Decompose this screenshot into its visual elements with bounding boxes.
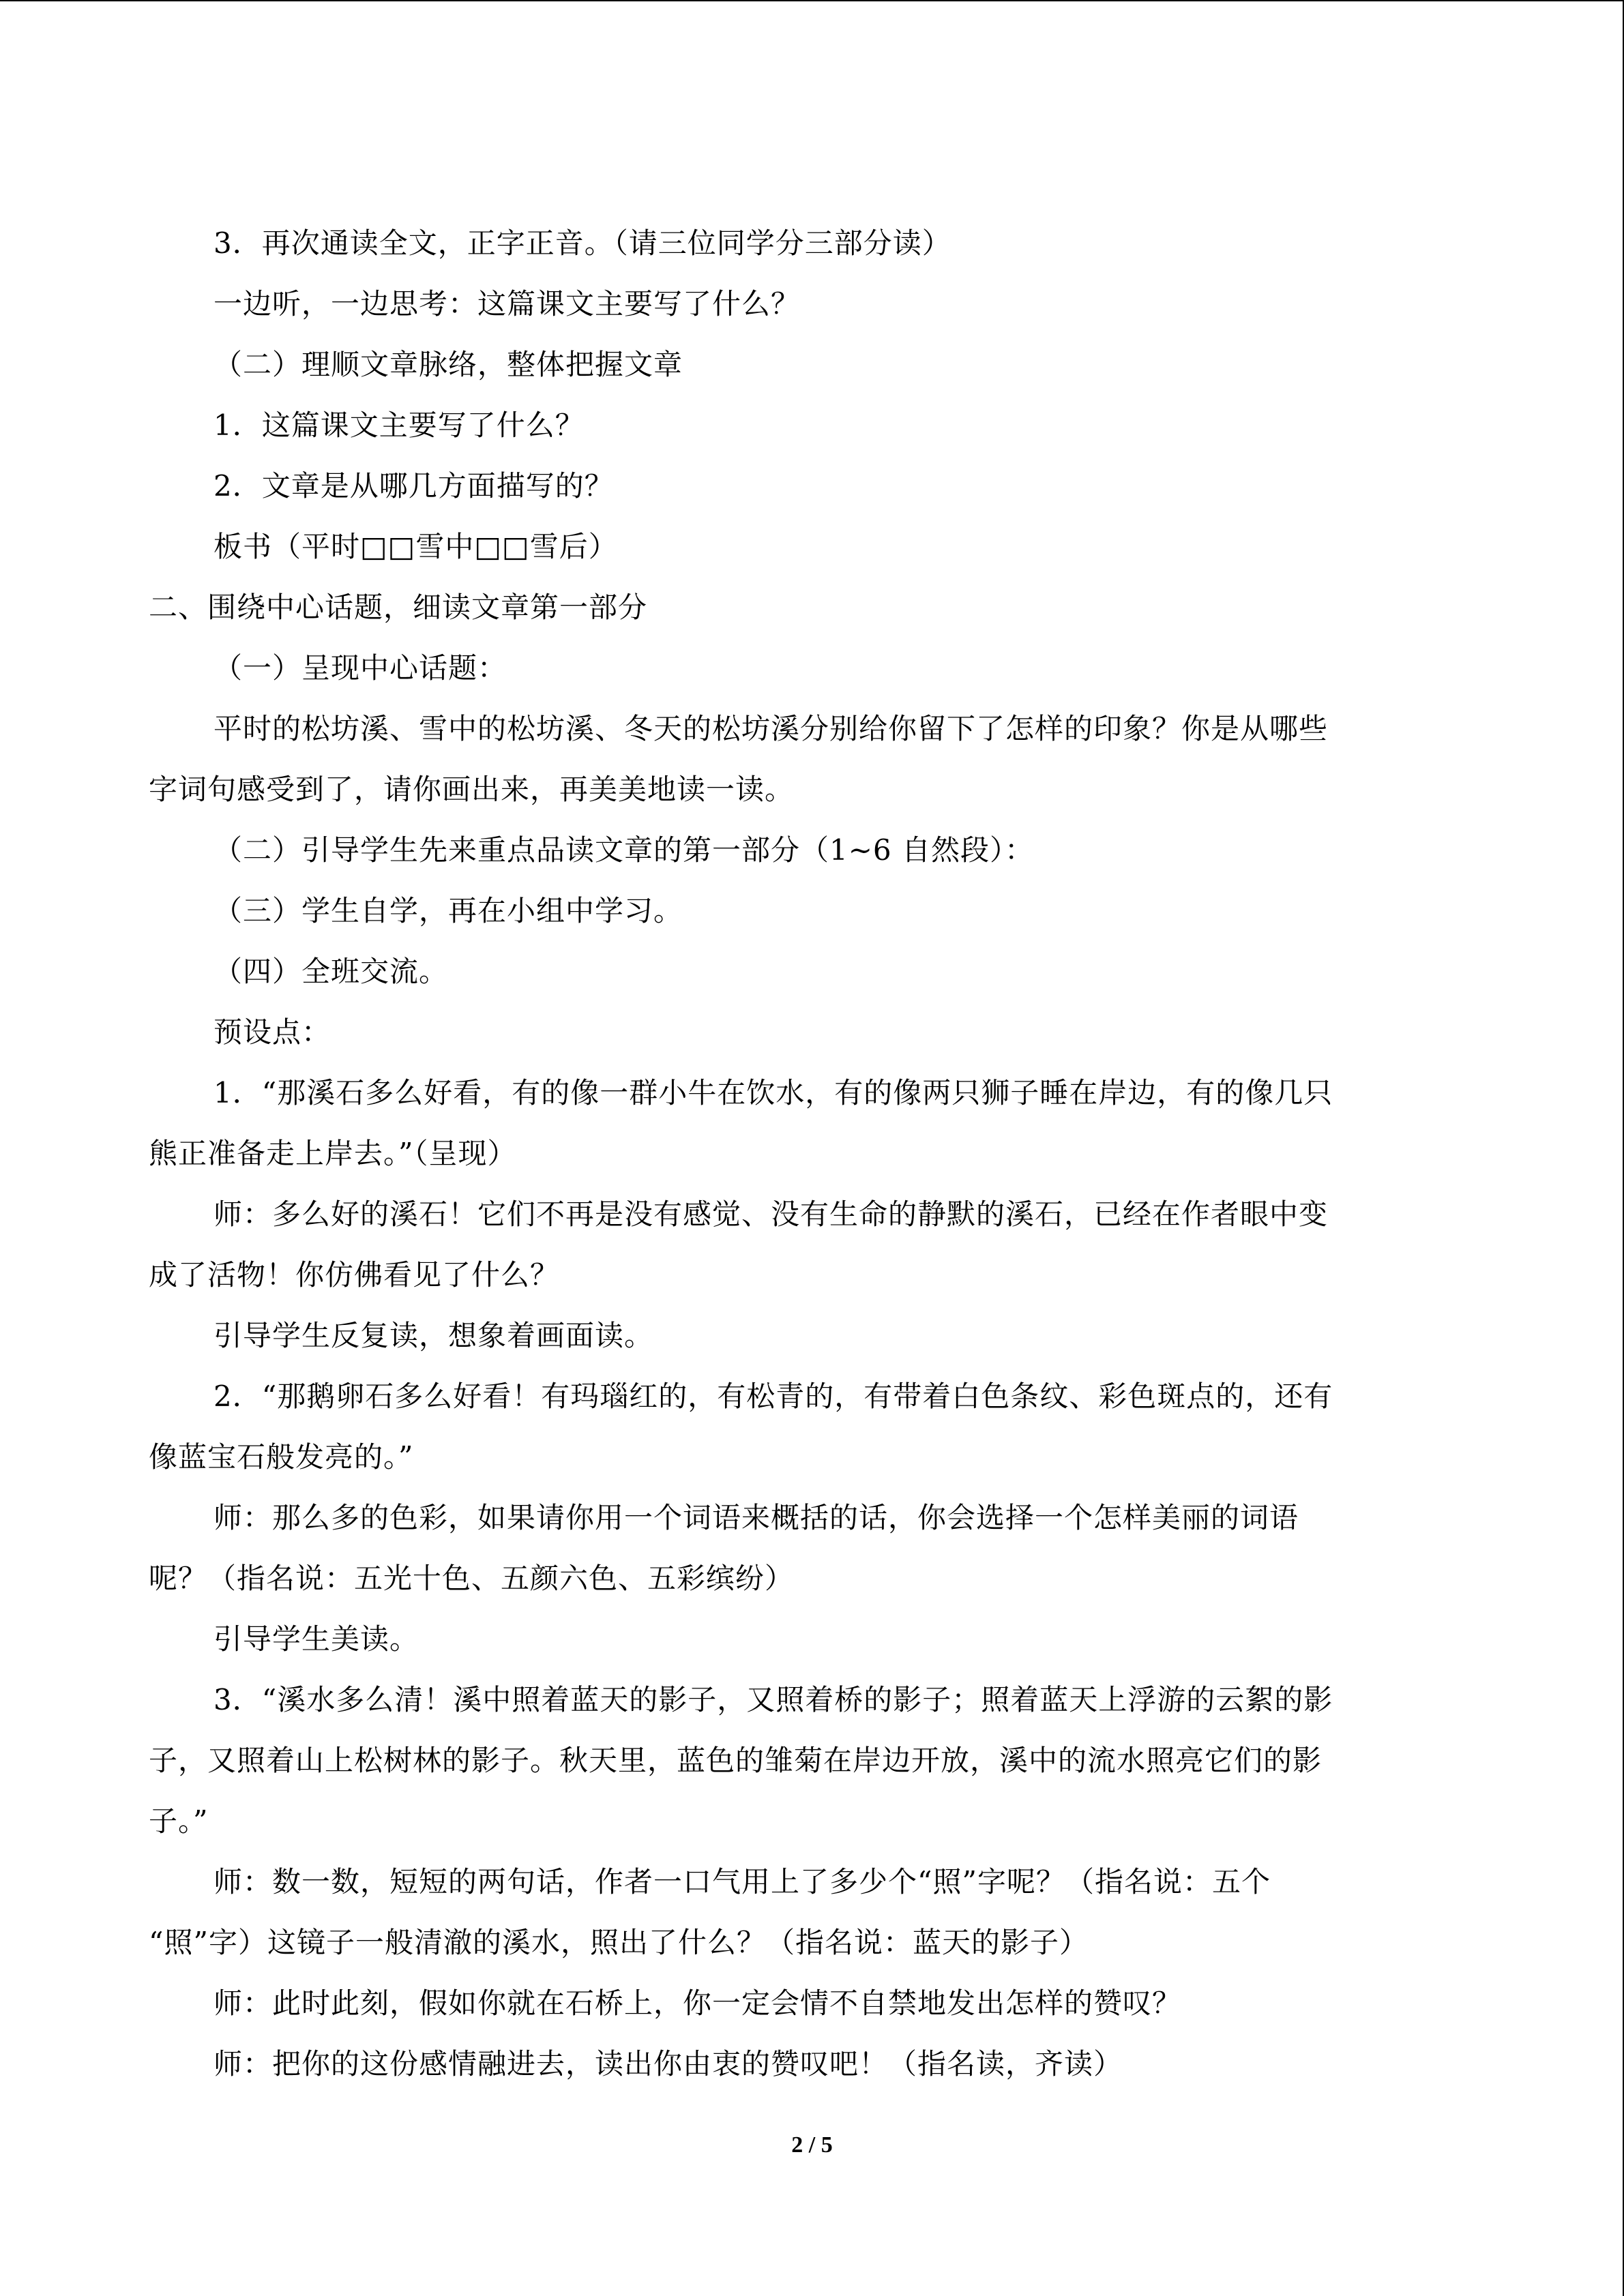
text-line: 子，又照着山上松树林的影子。秋天里，蓝色的雏菊在岸边开放，溪中的流水照亮它们的影 <box>149 1744 1323 1777</box>
text-line: 字词句感受到了，请你画出来，再美美地读一读。 <box>149 773 795 806</box>
text-line: 熊正准备走上岸去。”（呈现） <box>149 1137 517 1170</box>
text-line: 2．文章是从哪几方面描写的？ <box>213 469 614 503</box>
text-line: 板书（平时□□雪中□□雪后） <box>213 530 618 563</box>
text-line: 呢？（指名说：五光十色、五颜六色、五彩缤纷） <box>149 1562 795 1595</box>
text-line: 1．这篇课文主要写了什么？ <box>213 408 585 442</box>
text-line: 成了活物！你仿佛看见了什么？ <box>149 1258 560 1292</box>
text-line: 师：那么多的色彩，如果请你用一个词语来概括的话，你会选择一个怎样美丽的词语 <box>213 1501 1299 1534</box>
text-line: “照”字）这镜子一般清澈的溪水，照出了什么？（指名说：蓝天的影子） <box>149 1926 1089 1959</box>
text-line: 引导学生美读。 <box>213 1622 419 1656</box>
section-heading: （四）全班交流。 <box>213 955 449 988</box>
section-heading: 二、围绕中心话题，细读文章第一部分 <box>149 591 648 624</box>
text-line: 一边听，一边思考：这篇课文主要写了什么？ <box>213 287 801 320</box>
text-line: 师：此时此刻，假如你就在石桥上，你一定会情不自禁地发出怎样的赞叹？ <box>213 1986 1182 2020</box>
text-line: 师：把你的这份感情融进去，读出你由衷的赞叹吧！（指名读，齐读） <box>213 2047 1123 2081</box>
text-line: 1．“那溪石多么好看，有的像一群小牛在饮水，有的像两只狮子睡在岸边，有的像几只 <box>213 1076 1333 1109</box>
text-line: 2．“那鹅卵石多么好看！有玛瑙红的，有松青的，有带着白色条纹、彩色斑点的，还有 <box>213 1380 1333 1413</box>
section-heading: （一）呈现中心话题： <box>213 651 507 685</box>
text-line: 师：多么好的溪石！它们不再是没有感觉、没有生命的静默的溪石，已经在作者眼中变 <box>213 1197 1329 1231</box>
section-heading: （二）理顺文章脉络，整体把握文章 <box>213 348 683 381</box>
section-heading: （三）学生自学，再在小组中学习。 <box>213 894 683 927</box>
section-heading: （二）引导学生先来重点品读文章的第一部分（1~6 自然段）： <box>213 833 1034 867</box>
text-line: 预设点： <box>213 1015 331 1049</box>
text-line: 平时的松坊溪、雪中的松坊溪、冬天的松坊溪分别给你留下了怎样的印象？你是从哪些 <box>213 712 1329 745</box>
text-line: 3．再次通读全文，正字正音。（请三位同学分三部分读） <box>213 226 951 260</box>
text-line: 师：数一数，短短的两句话，作者一口气用上了多少个“照”字呢？（指名说：五个 <box>213 1865 1271 1898</box>
text-line: 3．“溪水多么清！溪中照着蓝天的影子，又照着桥的影子；照着蓝天上浮游的云絮的影 <box>213 1683 1333 1716</box>
text-line: 子。” <box>149 1804 209 1838</box>
text-line: 像蓝宝石般发亮的。” <box>149 1440 414 1474</box>
document-body <box>149 213 1475 2094</box>
page-number: 2 / 5 <box>791 2132 833 2158</box>
text-line: 引导学生反复读，想象着画面读。 <box>213 1319 654 1352</box>
